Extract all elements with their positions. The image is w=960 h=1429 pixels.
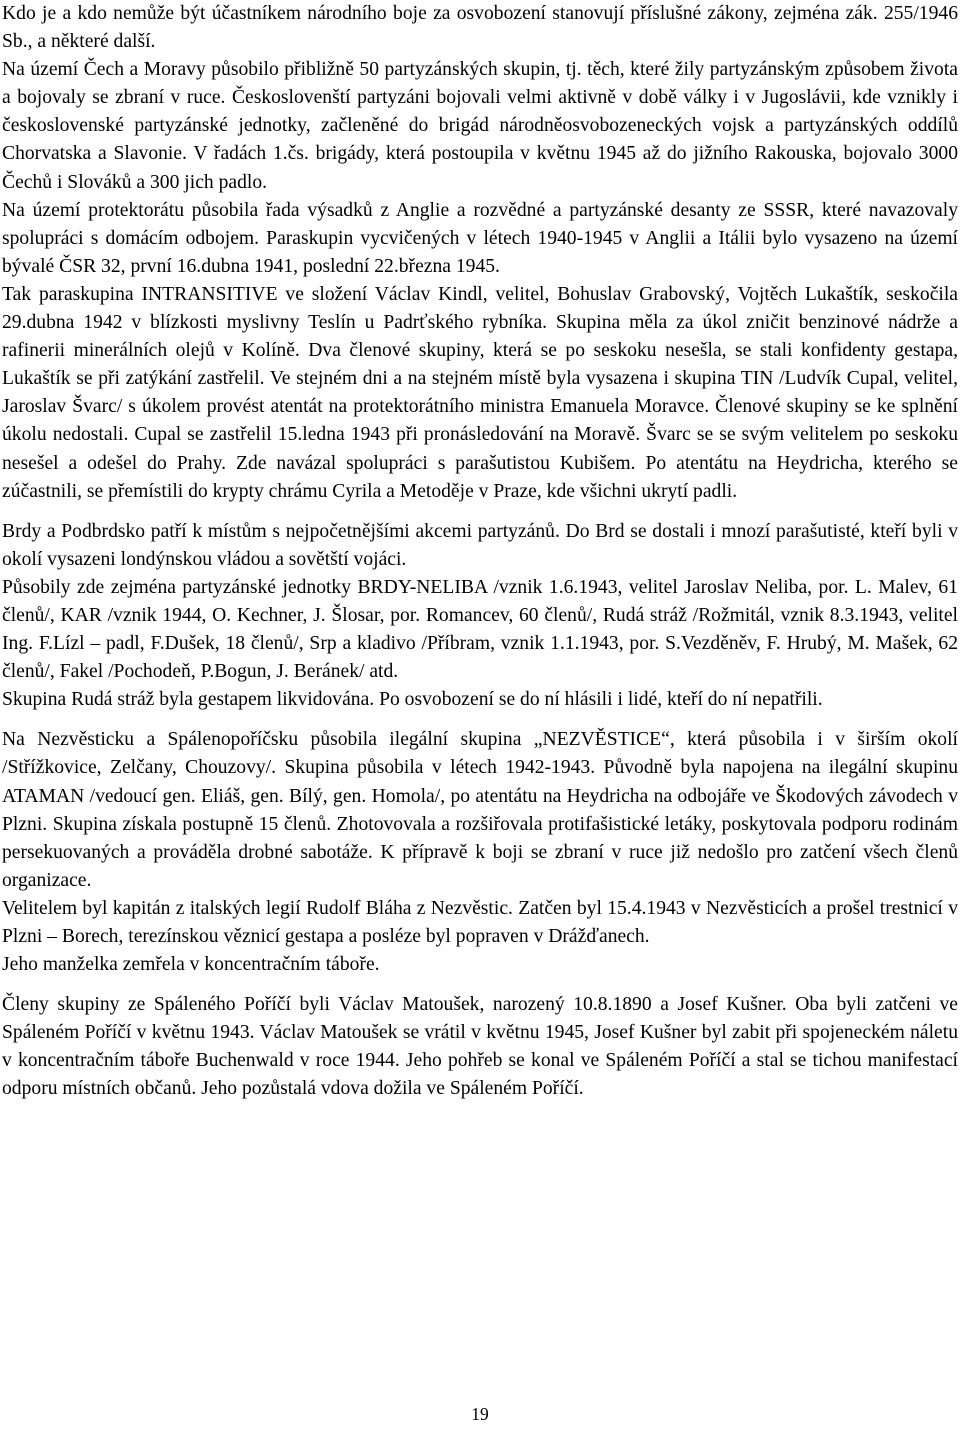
page-content	[2, 0, 958, 1104]
paragraph-units: Působily zde zejména partyzánské jednotky BRDY-NELIBA /vznik 1.6.1943, velitel Jaroslav Neliba, por. L. Malev, 61 členů/, KAR /vznik 1944, O. Kechner, J. Šlosar, por. Romancev, 60 členů/, Rudá stráž /Rožmitál, vznik 8.3.1943, velitel Ing. F.Lízl – padl, F.Dušek, 18 členů/, Srp a kladivo /Příbram, vznik 1.1.1943, por. S.Vezděněv, F. Hrubý, M. Mašek, 62 členů/, Fakel /Pochodeň, P.Bogun, J. Beránek/ atd.	[2, 576, 958, 683]
paragraph-gap	[2, 714, 958, 726]
paragraph-spalene-porici: Členy skupiny ze Spáleného Poříčí byli Václav Matoušek, narozený 10.8.1890 a Josef Kušner. Oba byli zatčeni ve Spáleném Poříčí v květnu 1943. Václav Matoušek se vrátil v květnu 1945, Josef Kušner byl zabit při spojeneckém náletu v koncentračním táboře Buchenwald v roce 1944. Jeho pohřeb se konal ve Spáleném Poříčí a stal se tichou manifestací odporu místních občanů. Jeho pozůstalá vdova dožila ve Spáleném Poříčí.	[2, 994, 958, 1100]
paragraph-gap	[2, 979, 958, 991]
paragraph-ruda-straz: Skupina Rudá stráž byla gestapem likvidována. Po osvobození se do ní hlásili i lidé, kteří do ní nepatřili.	[2, 689, 823, 711]
paragraph-blaha: Velitelem byl kapitán z italských legií Rudolf Bláha z Nezvěstic. Zatčen byl 15.4.1943 v Nezvěsticích a prošel trestnicí v Plzni – Borech, terezínskou věznicí gestapa a posléze byl popraven v Drážďanech.	[2, 897, 958, 947]
paragraph-intransitive: Tak paraskupina INTRANSITIVE ve složení Václav Kindl, velitel, Bohuslav Grabovský, Vojtěch Lukaštík, seskočila 29.dubna 1942 v blízkosti myslivny Teslín u Padrťského rybníka. Skupina měla za úkol zničit benzinové nádrže a rafinerii minerálních olejů v Kolíně. Dva členové skupiny, která se po seskoku nesešla, se stali konfidenty gestapa, Lukaštík se při zatýkání zastřelil. Ve stejném dni a na stejném místě byla vysazena i skupina TIN /Ludvík Cupal, velitel, Jaroslav Švarc/ s úkolem provést atentát na protektorátního ministra Emanuela Moravce. Členové skupiny se ke splnění úkolu nedostali. Cupal se zastřelil 15.ledna 1943 při pronásledování na Moravě. Švarc se se svým velitelem po seskoku nesešel a odešel do Prahy. Zde navázal spolupráci s parašutistou Kubišem. Po atentátu na Heydricha, kterého se zúčastnili, se přemístili do krypty chrámu Cyrila a Metoděje v Praze, kde všichni ukrytí padli.	[2, 283, 958, 502]
page-number: 19	[471, 1404, 489, 1424]
paragraph-paratroopers: Na území protektorátu působila řada výsadků z Anglie a rozvědné a partyzánské desanty ze SSSR, které navazovaly spolupráci s domácím odbojem. Paraskupin vycvičených v létech 1940-1945 v Anglii a Itálii bylo vysazeno na území bývalé ČSR 32, první 16.dubna 1941, poslední 22.března 1945.	[2, 199, 958, 277]
paragraph-participants: Kdo je a kdo nemůže být účastníkem národního boje za osvobození stanovují příslušné zákony, zejména zák. 255/1946 Sb., a některé další.	[2, 3, 958, 53]
paragraph-wife: Jeho manželka zemřela v koncentračním táboře.	[2, 954, 380, 976]
paragraph-nezvestice: Na Nezvěsticku a Spálenopoříčsku působila ilegální skupina „NEZVĚSTICE“, která působila i v širším okolí /Střížkovice, Zelčany, Chouzovy/. Skupina působila v létech 1942-1943. Původně byla napojena na ilegální skupinu ATAMAN /vedoucí gen. Eliáš, gen. Bílý, gen. Homola/, po atentátu na Heydricha na odbojáře ve Škodových závodech v Plzni. Skupina získala postupně 15 členů. Zhotovovala a rozšiřovala protifašistické letáky, poskytovala podporu rodinám persekuovaných a prováděla drobné sabotáže. K přípravě k boji se zbraní v ruce již nedošlo pro zatčení všech členů organizace.	[2, 729, 958, 891]
paragraph-partisan-groups: Na území Čech a Moravy působilo přibližně 50 partyzánských skupin, tj. těch, které žily partyzánským způsobem života a bojovaly se zbraní v ruce. Českoslovenští partyzáni bojovali velmi aktivně v době války i v Jugoslávii, kde vznikly i československé partyzánské jednotky, začleněné do brigád národněosvobozeneckých vojsk a partyzánských oddílů Chorvatska a Slavonie. V řadách 1.čs. brigády, která postoupila v květnu 1945 až do jižního Rakouska, bojovalo 3000 Čechů i Slováků a 300 jich padlo.	[2, 59, 958, 193]
paragraph-gap	[2, 506, 958, 518]
paragraph-brdy: Brdy a Podbrdsko patří k místům s nejpočetnějšími akcemi partyzánů. Do Brd se dostali i mnozí parašutisté, kteří byli v okolí vysazeni londýnskou vládou a sovětští vojáci.	[2, 520, 958, 570]
